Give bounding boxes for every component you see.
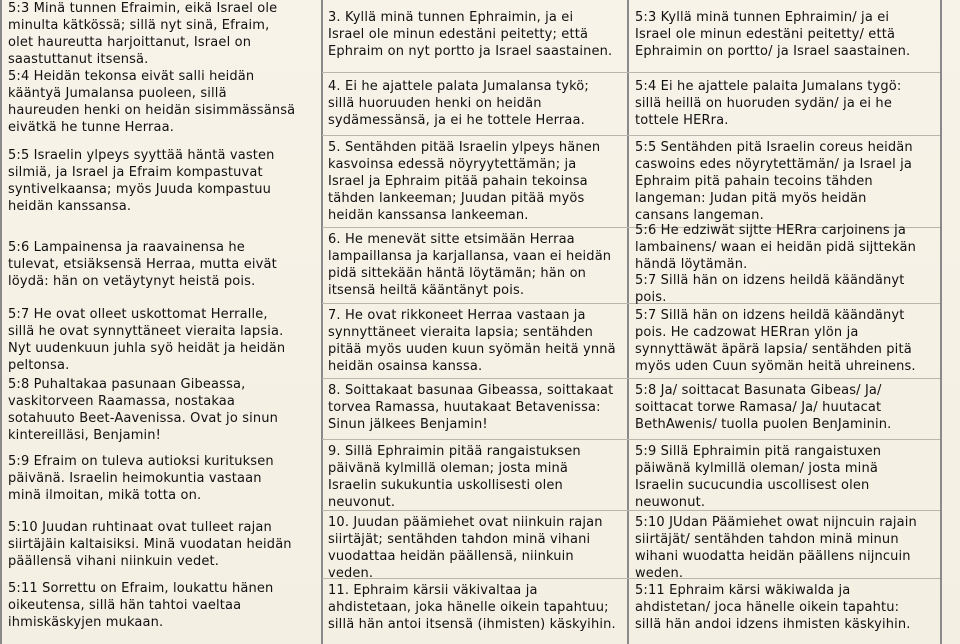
- verse-5-6: 5:6 He edziwät sijtte HERra carjoinens ja lambainens/ waan ei heidän pidä sijttekän händä löytämän.: [635, 223, 917, 272]
- verse-5-4: 5:4 Heidän tekonsa eivät salli heidän kääntyä Jumalansa puoleen, sillä haureuden henki on heidän sisimmässänsä eivätkä he tunne Herraa.: [8, 69, 296, 135]
- verse-5-6: 5:6 Lampainensa ja raavainensa he tulevat, etsiäksensä Herraa, mutta eivät löydä: hän on vetäytynyt heistä pois.: [8, 240, 277, 289]
- verse-5-9: 5:9 Efraim on tuleva autioksi kurituksen päivänä. Israelin heimokuntia vastaan minä ilmoitan, mikä totta on.: [8, 454, 274, 503]
- verse-5-4: 5:4 Ei he ajattele palaita Jumalans tygö: sillä heillä on huoruden sydän/ ja ei he tottele HERra.: [635, 79, 902, 128]
- verse-5-11: 5:11 Sorrettu on Efraim, loukattu hänen oikeutensa, sillä hän tahtoi vaeltaa ihmiskäskyjen mukaan.: [8, 581, 274, 630]
- verse-3: 3. Kyllä minä tunnen Ephraimin, ja ei Israel ole minun edestäni peitetty; että Ephraim on nyt portto ja Israel saastainen.: [328, 10, 613, 59]
- verse-11: 11. Ephraim kärsii väkivaltaa ja ahdistetaan, joka hänelle oikein tapahtuu; sillä hän antoi itsensä (ihmisten) käskyihin.: [328, 583, 616, 632]
- verse-6: 6. He menevät sitte etsimään Herraa lampaillansa ja karjallansa, vaan ei heidän pidä sittekään häntä löytämän; hän on itsensä heiltä kääntänyt pois.: [328, 232, 612, 298]
- column-1642: [629, 0, 940, 644]
- verse-9: 9. Sillä Ephraimin pitää rangaistuksen päivänä kylmillä oleman; josta minä Israelin sukukuntia uskollisesti olen neuvonut.: [328, 444, 581, 510]
- column-modern: [2, 0, 320, 644]
- verse-5-10: 5:10 Juudan ruhtinaat ovat tulleet rajan siirtäjäin kaltaisiksi. Minä vuodatan heidän päällensä vihani niinkuin vedet.: [8, 520, 292, 569]
- verse-5-10: 5:10 JUdan Päämiehet owat nijncuin rajain siirtäjät/ sentähden tahdon minä minun wihani wuodatta heidän päällens nijncuin weden.: [635, 515, 917, 581]
- verse-5-3: 5:3 Minä tunnen Efraimin, eikä Israel ole minulta kätkössä; sillä nyt sinä, Efraim, olet haureutta harjoittanut, Israel on saastuttanut itsensä.: [8, 1, 278, 67]
- verse-5-8: 5:8 Ja/ soittacat Basunata Gibeas/ Ja/ soittacat torwe Ramasa/ Ja/ huutacat BethAwenis/ tuolla puolen BenJaminin.: [635, 383, 892, 432]
- verse-7: 7. He ovat rikkoneet Herraa vastaan ja synnyttäneet vieraita lapsia; sentähden pitää myös uuden kuun syömän heitä ynnä heidän osainsa kanssa.: [328, 308, 616, 374]
- verse-5-5: 5:5 Sentähden pitä Israelin coreus heidän caswoins edes nöyrytettämän/ ja Israel ja Ephraim pitä pahain tecoins tähden langeman: Judan pitä myös heidän cansans langeman.: [635, 140, 913, 223]
- verse-5-5: 5:5 Israelin ylpeys syyttää häntä vasten silmiä, ja Israel ja Efraim kompastuvat syntivelkaansa; myös Juuda kompastuu heidän kanssansa.: [8, 148, 275, 214]
- column-divider-3: [940, 0, 942, 644]
- verse-5: 5. Sentähden pitää Israelin ylpeys hänen kasvoinsa edessä nöyryytettämän; ja Israel ja Ephraim pitää pahain tekoinsa tähden lankeeman; Juudan pitää myös heidän kanssansa lankeeman.: [328, 140, 601, 223]
- verse-8: 8. Soittakaat basunaa Gibeassa, soittakaat torvea Ramassa, huutakaat Betavenissa: Sinun jälkees Benjamin!: [328, 383, 614, 432]
- verse-5-7a: 5:7 Sillä hän on idzens heildä käändänyt pois.: [635, 273, 905, 305]
- verse-5-7b: 5:7 Sillä hän on idzens heildä käändänyt pois. He cadzowat HERran ylön ja synnyttäwät äpärä lapsia/ sentähden pitä myös uden Cuun syömän heitä uhreinens.: [635, 308, 916, 374]
- verse-10: 10. Juudan päämiehet ovat niinkuin rajan siirtäjät; sentähden tahdon minä vihani vuodattaa heidän päällensä, niinkuin veden.: [328, 515, 603, 581]
- column-1776: [322, 0, 627, 644]
- verse-5-8: 5:8 Puhaltakaa pasunaan Gibeassa, vaskitorveen Raamassa, nostakaa sotahuuto Beet-Aavenissa. Ovat jo sinun kintereilläsi, Benjamin!: [8, 377, 279, 443]
- verse-5-11: 5:11 Ephraim kärsi wäkiwalda ja ahdistetan/ joca hänelle oikein tapahtu: sillä hän andoi idzens ihmisten käskyihin.: [635, 583, 911, 632]
- verse-5-7: 5:7 He ovat olleet uskottomat Herralle, sillä he ovat synnyttäneet vieraita lapsia. Nyt uudenkuun juhla syö heidät ja heidän peltonsa.: [8, 307, 286, 373]
- verse-4: 4. Ei he ajattele palata Jumalansa tykö; sillä huoruuden henki on heidän sydämessänsä, ja ei he tottele Herraa.: [328, 79, 589, 128]
- verse-5-9: 5:9 Sillä Ephraimin pitä rangaistuxen päiwänä kylmillä oleman/ josta minä Israelin sucucundia uscollisest olen neuwonut.: [635, 444, 882, 510]
- verse-5-3: 5:3 Kyllä minä tunnen Ephraimin/ ja ei Israel ole minun edestäni peitetty/ että Ephraimin on portto/ ja Israel saastainen.: [635, 10, 911, 59]
